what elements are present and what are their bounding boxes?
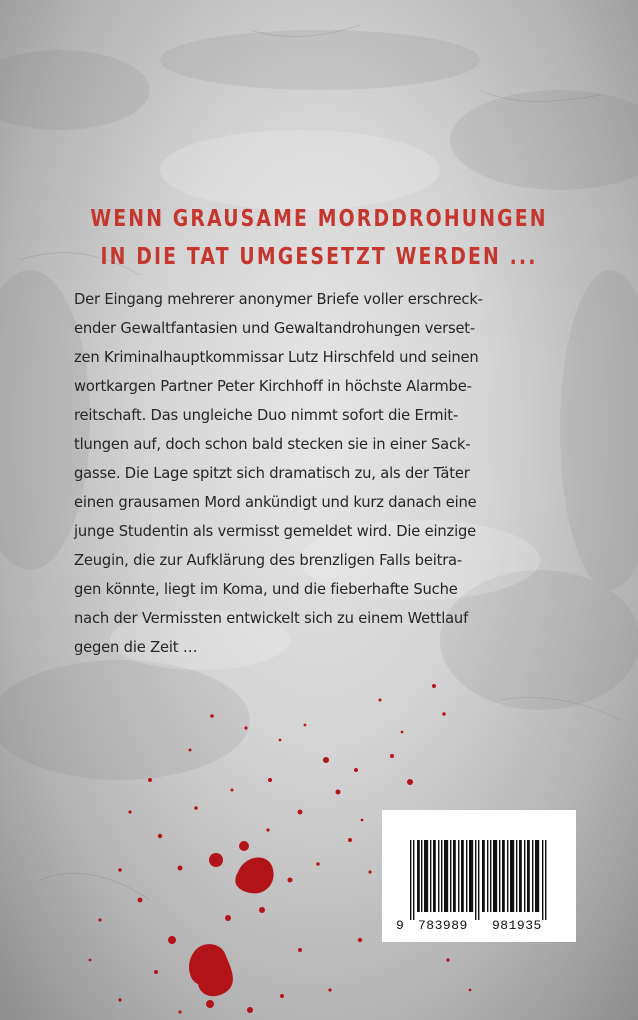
blurb-line: junge Studentin als vermisst gemeldet wird. Die einzige xyxy=(74,522,477,540)
blurb-line: gegen die Zeit … xyxy=(74,638,198,656)
blurb-line: gen könnte, liegt im Koma, und die fieberhafte Suche xyxy=(74,580,458,598)
blurb-line: gasse. Die Lage spitzt sich dramatisch zu, als der Täter xyxy=(74,464,470,482)
blurb-line: wortkargen Partner Peter Kirchhoff in höchste Alarmbe- xyxy=(74,377,472,395)
blurb-line: tlungen auf, doch schon bald stecken sie in einer Sack- xyxy=(74,435,471,453)
blurb-line: Zeugin, die zur Aufklärung des brenzligen Falls beitra- xyxy=(74,551,463,569)
blurb-line: nach der Vermissten entwickelt sich zu einem Wettlauf xyxy=(74,609,469,627)
headline-line-1: WENN GRAUSAME MORDDROHUNGEN xyxy=(90,206,548,232)
blurb-line: Der Eingang mehrerer anonymer Briefe voller erschreck- xyxy=(74,290,483,308)
barcode-label xyxy=(382,810,576,942)
isbn-prefix-digit: 9 xyxy=(396,918,405,933)
isbn-left-group: 783989 xyxy=(418,918,468,933)
isbn-barcode xyxy=(410,840,550,920)
blurb-line: zen Kriminalhauptkommissar Lutz Hirschfeld und seinen xyxy=(74,348,479,366)
blurb-line: reitschaft. Das ungleiche Duo nimmt sofort die Ermit- xyxy=(74,406,459,424)
blurb-line: ender Gewaltfantasien und Gewaltandrohungen verset- xyxy=(74,319,476,337)
headline-line-2: IN DIE TAT UMGESETZT WERDEN ... xyxy=(100,244,538,270)
isbn-right-group: 981935 xyxy=(492,918,542,933)
blurb-line: einen grausamen Mord ankündigt und kurz danach eine xyxy=(74,493,477,511)
